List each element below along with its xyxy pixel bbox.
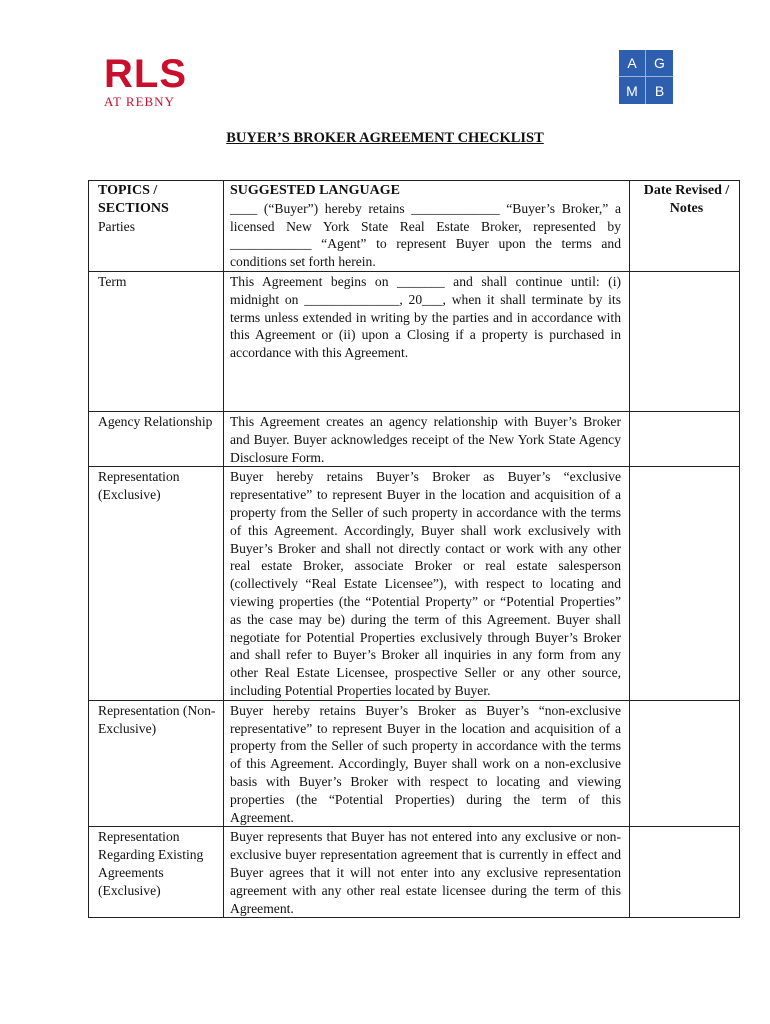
agmb-letter-g: G — [646, 50, 673, 77]
topic-cell: Representation (Exclusive) — [89, 467, 224, 700]
topics-column — [89, 181, 224, 272]
language-cell: This Agreement begins on _______ and shall continue until: (i) midnight on ______________, 20___, when it shall terminate by its terms unless extended in writing by the parties and in accordance with this Agreement or (ii) upon a Closing if a property is purchased in accordance with this Agreement. — [224, 271, 630, 411]
date-revised-header: Date Revised / Notes — [643, 183, 730, 216]
language-header: SUGGESTED LANGUAGE — [230, 183, 400, 198]
notes-cell — [630, 700, 740, 827]
notes-cell — [630, 467, 740, 700]
language-cell: Buyer represents that Buyer has not entered into any exclusive or non-exclusive buyer representation agreement that is currently in effect and Buyer agrees that it will not enter into any exclusive representation agreement with any other real estate licensee during the term of this Agreement. — [224, 827, 630, 918]
rls-logo — [104, 52, 194, 110]
table-row — [89, 271, 740, 411]
language-cell: Buyer hereby retains Buyer’s Broker as Buyer’s “non-exclusive representative” to represent Buyer in the location and acquisition of a property from the Seller of such property in accordance with the terms of this Agreement. Accordingly, Buyer shall work on a non-exclusive basis with Buyer’s Broker with respect to locating and viewing properties (the “Potential Properties) during the term of this Agreement. — [224, 700, 630, 827]
notes-column — [630, 181, 740, 272]
table-row — [89, 411, 740, 466]
topic-cell: Parties — [98, 218, 135, 234]
agmb-letter-a: A — [619, 50, 646, 77]
notes-cell — [630, 827, 740, 918]
language-cell: This Agreement creates an agency relationship with Buyer’s Broker and Buyer. Buyer acknowledges receipt of the New York State Agency Disclosure Form. — [224, 411, 630, 466]
topic-cell: Representation (Non-Exclusive) — [89, 700, 224, 827]
notes-cell — [630, 271, 740, 411]
topic-cell: Representation Regarding Existing Agreements (Exclusive) — [89, 827, 224, 918]
language-cell: ____ (“Buyer”) hereby retains _____________ “Buyer’s Broker,” a licensed New York State Real Estate Broker, represented by ____________ “Agent” to represent Buyer upon the terms and conditions set forth herein. — [230, 200, 621, 270]
topics-header: TOPICS / SECTIONS — [98, 183, 169, 216]
topic-cell: Term — [89, 271, 224, 411]
checklist-table — [88, 180, 740, 918]
notes-cell — [630, 411, 740, 466]
document-title: BUYER’S BROKER AGREEMENT CHECKLIST — [226, 130, 544, 146]
language-column — [224, 181, 630, 272]
agmb-logo — [619, 50, 673, 104]
table-row — [89, 467, 740, 700]
rls-logo-subtext: AT REBNY — [104, 94, 175, 109]
agmb-letter-b: B — [654, 82, 665, 99]
topic-cell: Agency Relationship — [89, 411, 224, 466]
table-row — [89, 700, 740, 827]
table-row — [89, 181, 740, 272]
language-cell: Buyer hereby retains Buyer’s Broker as Buyer’s “exclusive representative” to represent Buyer in the location and acquisition of a property from the Seller of such property in accordance with the terms of this Agreement. Accordingly, Buyer shall work exclusively with Buyer’s Broker and shall not directly contact or work with any other real estate Broker, associate Broker or real estate salesperson (collectively “Real Estate Licensee”), with respect to locating and viewing properties (the “Potential Property” or “Potential Properties” as the case may be) during the term of this Agreement. Buyer shall negotiate for Potential Properties exclusively through Buyer’s Broker and shall refer to Buyer’s Broker all inquiries in any form from any other Real Estate Licensee, prospective Seller or any other source, including Potential Properties located by Buyer. — [224, 467, 630, 700]
rls-logo-text: RLS — [104, 52, 187, 96]
agmb-letter-m: M — [619, 77, 646, 104]
table-row — [89, 827, 740, 918]
